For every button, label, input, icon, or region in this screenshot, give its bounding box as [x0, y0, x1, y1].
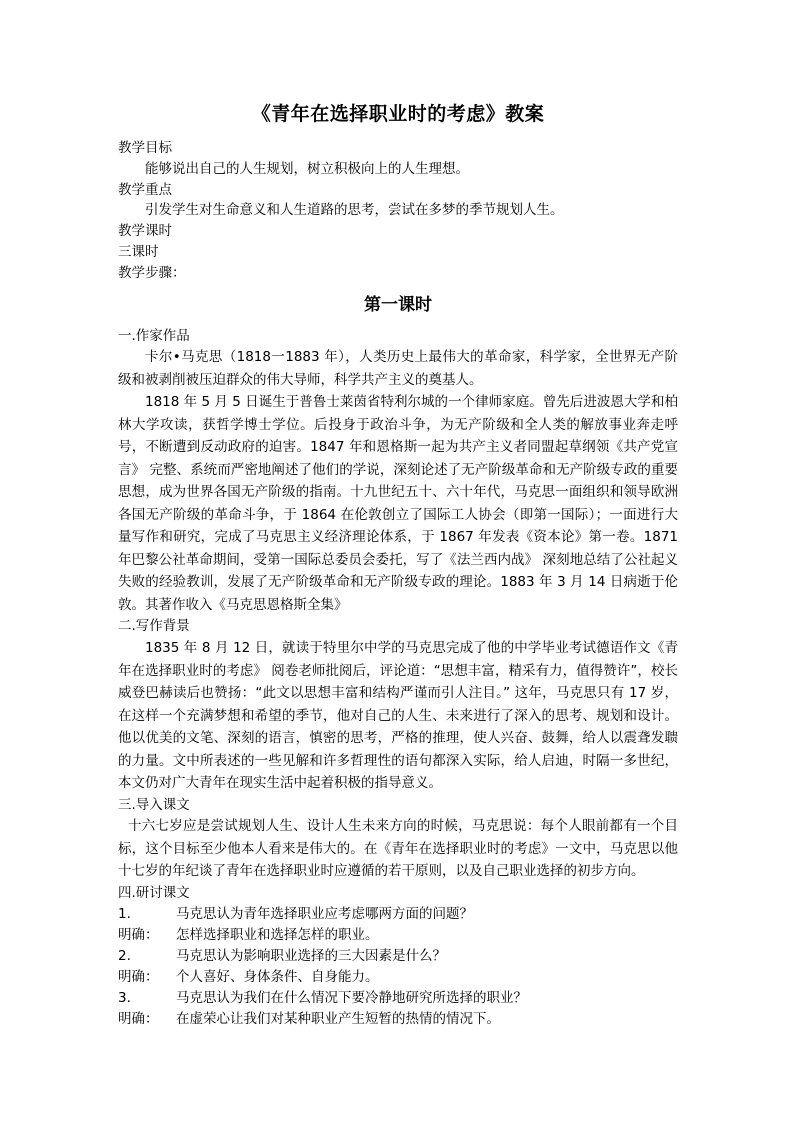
answer-row [118, 1009, 678, 1030]
question-number: 2. [118, 947, 131, 964]
question-row [118, 904, 678, 925]
answer-text: 在虚荣心让我们对某种职业产生短暂的热情的情况下。 [176, 1010, 500, 1027]
document-body [118, 100, 678, 1030]
document-title: 《青年在选择职业时的考虑》教案 [251, 103, 545, 125]
goals-heading: 教学目标 [118, 140, 172, 156]
key-points-heading: 教学重点 [118, 181, 172, 198]
section1-paragraph-1: 卡尔•马克思（1818一1883 年），人类历史上最伟大的革命家，科学家，全世界无产阶级和被剥削被压迫群众的伟大导师，科学共产主义的奠基人。 [118, 349, 678, 388]
question-number: 3. [118, 989, 131, 1006]
hours-heading: 教学课时 [118, 223, 172, 240]
question-row [118, 946, 678, 967]
section1-paragraph-2: 1818 年 5 月 5 日诞生于普鲁士莱茵省特利尔城的一个律师家庭。曾先后进波恩大学和柏林大学攻读，获哲学博士学位。后投身于政治斗争，为无产阶级和全人类的解放事业奔走呼号，不断遭到反动政府的迫害。1847 年和恩格斯一起为共产主义者同盟起草纲领《共产党宣言》 完整、系统而严密地阐述了他们的学说，深刻论述了无产阶级革命和无产阶级专政的重要思想，成为世界各国无产阶级的指南。十九世纪五十、六十年代，马克思一面组织和领导欧洲各国无产阶级的革命斗争，于 1864 在伦敦创立了国际工人协会（即第一国际）；一面进行大量写作和研究，完成了马克思主义经济理论体系，于 1867 年发表《资本论》第一卷。1871 年巴黎公社革命期间，受第一国际总委员会委托，写了《法兰西内战》 深刻地总结了公社起义失败的经验教训，发展了无产阶级革命和无产阶级专政的理论。1883 年 3 月 14 日病逝于伦敦。其著作收入《马克思恩格斯全集》 [118, 394, 678, 613]
section3-paragraph-1: 十六七岁应是尝试规划人生、设计人生未来方向的时候，马克思说：每个人眼前都有一个目标，这个目标至少他本人看来是伟大的。在《青年在选择职业时的考虑》一文中，马克思以他十七岁的年纪谈了青年在选择职业时应遵循的若干原则，以及自己职业选择的初步方向。 [118, 818, 678, 880]
section2-paragraph-1: 1835 年 8 月 12 日，就读于特里尔中学的马克思完成了他的中学毕业考试德语作文《青年在选择职业时的考虑》 阅卷老师批阅后，评论道：“思想丰富，精采有力，值得赞许”，校长威登巴赫读后也赞扬：“此文以思想丰富和结构严谨而引人注目。” 这年，马克思只有 17 岁，在这样一个充满梦想和希望的季节，他对自己的人生、未来进行了深入的思考、规划和设计。他以优美的文笔、深刻的语言，慎密的思考，严格的推理，使人兴奋、鼓舞，给人以震聋发聩的力量。文中所表述的一些见解和许多哲理性的语句都深入实际，给人启迪，时隔一多世纪，本文仍对广大青年在现实生活中起着积极的指导意义。 [118, 640, 678, 792]
answer-text: 怎样选择职业和选择怎样的职业。 [176, 926, 379, 943]
question-text: 马克思认为青年选择职业应考虑哪两方面的问题？ [176, 905, 473, 922]
goals-text: 能够说出自己的人生规划，树立积极向上的人生理想。 [145, 160, 469, 177]
question-text: 马克思认为影响职业选择的三大因素是什么？ [176, 947, 446, 964]
hours-value: 三课时 [118, 243, 159, 260]
key-points-text: 引发学生对生命意义和人生道路的思考，尝试在多梦的季节规划人生。 [145, 202, 564, 219]
section3-heading: 三.导入课文 [118, 796, 190, 813]
lesson-heading: 第一课时 [364, 294, 432, 315]
question-number: 1. [118, 905, 131, 922]
section4-heading: 四.研讨课文 [118, 884, 190, 901]
answer-row [118, 925, 678, 946]
question-text: 马克思认为我们在什么情况下要冷静地研究所选择的职业？ [176, 989, 527, 1006]
question-row [118, 988, 678, 1009]
answer-text: 个人喜好、身体条件、自身能力。 [176, 968, 379, 985]
answer-label: 明确： [118, 1010, 159, 1027]
answer-row [118, 967, 678, 988]
answer-label: 明确： [118, 926, 159, 943]
answer-label: 明确： [118, 968, 159, 985]
section1-heading: 一.作家作品 [118, 327, 190, 344]
section2-heading: 二.写作背景 [118, 618, 190, 635]
steps-heading: 教学步骤： [118, 264, 186, 281]
